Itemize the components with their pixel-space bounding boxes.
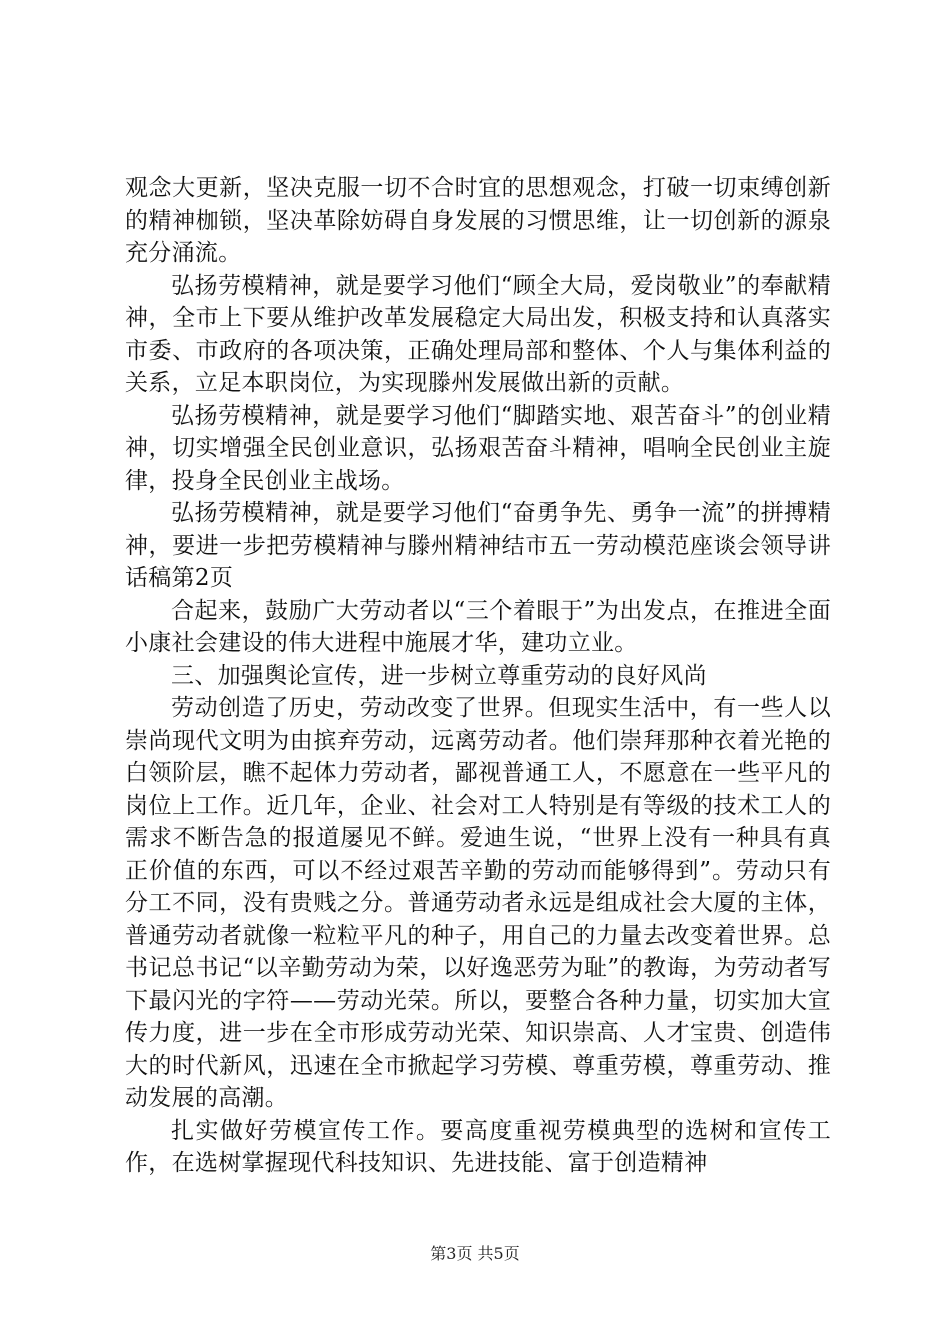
page-footer (0, 1244, 950, 1264)
paragraph-entrepreneurship-spirit: 弘扬劳模精神，就是要学习他们“脚踏实地、艰苦奋斗”的创业精神，切实增强全民创业意识，弘扬艰苦奋斗精神，唱响全民创业主旋律，投身全民创业主战场。 (125, 402, 831, 494)
section-heading-publicity: 三、加强舆论宣传，进一步树立尊重劳动的良好风尚 (171, 662, 707, 689)
page-number-label: 第3页 共5页 (430, 1244, 520, 1263)
paragraph-continued: 观念大更新，坚决克服一切不合时宜的思想观念，打破一切束缚创新的精神枷锁，坚决革除妨碍自身发展的习惯思维，让一切创新的源泉充分涌流。 (125, 175, 831, 266)
paragraph-labor-creates-history: 劳动创造了历史，劳动改变了世界。但现实生活中，有一些人以崇尚现代文明为由摈弃劳动，远离劳动者。他们崇拜那种衣着光艳的白领阶层，瞧不起体力劳动者，鄙视普通工人，不愿意在一些平凡的岗位上工作。近几年，企业、社会对工人特别是有等级的技术工人的需求不断告急的报道屡见不鲜。爱迪生说，“世界上没有一种具有真正价值的东西，可以不经过艰苦辛勤的劳动而能够得到”。劳动只有分工不同，没有贵贱之分。普通劳动者永远是组成社会大厦的主体，普通劳动者就像一粒粒平凡的种子，用自己的力量去改变着世界。总书记总书记“以辛勤劳动为荣，以好逸恶劳为耻”的教诲，为劳动者写下最闪光的字符——劳动光荣。所以，要整合各种力量，切实加大宣传力度，进一步在全市形成劳动光荣、知识崇高、人才宝贵、创造伟大的时代新风，迅速在全市掀起学习劳模、尊重劳模，尊重劳动、推动发展的高潮。 (125, 695, 831, 1111)
paragraph-striving-spirit: 弘扬劳模精神，就是要学习他们“奋勇争先、勇争一流”的拼搏精神，要进一步把劳模精神与滕州精神结市五一劳动模范座谈会领导讲话稿第2页 (125, 500, 831, 591)
paragraph-model-publicity-work: 扎实做好劳模宣传工作。要高度重视劳模典型的选树和宣传工作，在选树掌握现代科技知识、先进技能、富于创造精神 (125, 1117, 831, 1176)
paragraph-dedication-spirit: 弘扬劳模精神，就是要学习他们“顾全大局，爱岗敬业”的奉献精神，全市上下要从维护改革发展稳定大局出发，积极支持和认真落实市委、市政府的各项决策，正确处理局部和整体、个人与集体利益的关系，立足本职岗位，为实现滕州发展做出新的贡献。 (125, 272, 831, 396)
paragraph-encourage-workers: 合起来，鼓励广大劳动者以“三个着眼于”为出发点，在推进全面小康社会建设的伟大进程中施展才华，建功立业。 (125, 597, 831, 656)
document-body (125, 172, 831, 1180)
